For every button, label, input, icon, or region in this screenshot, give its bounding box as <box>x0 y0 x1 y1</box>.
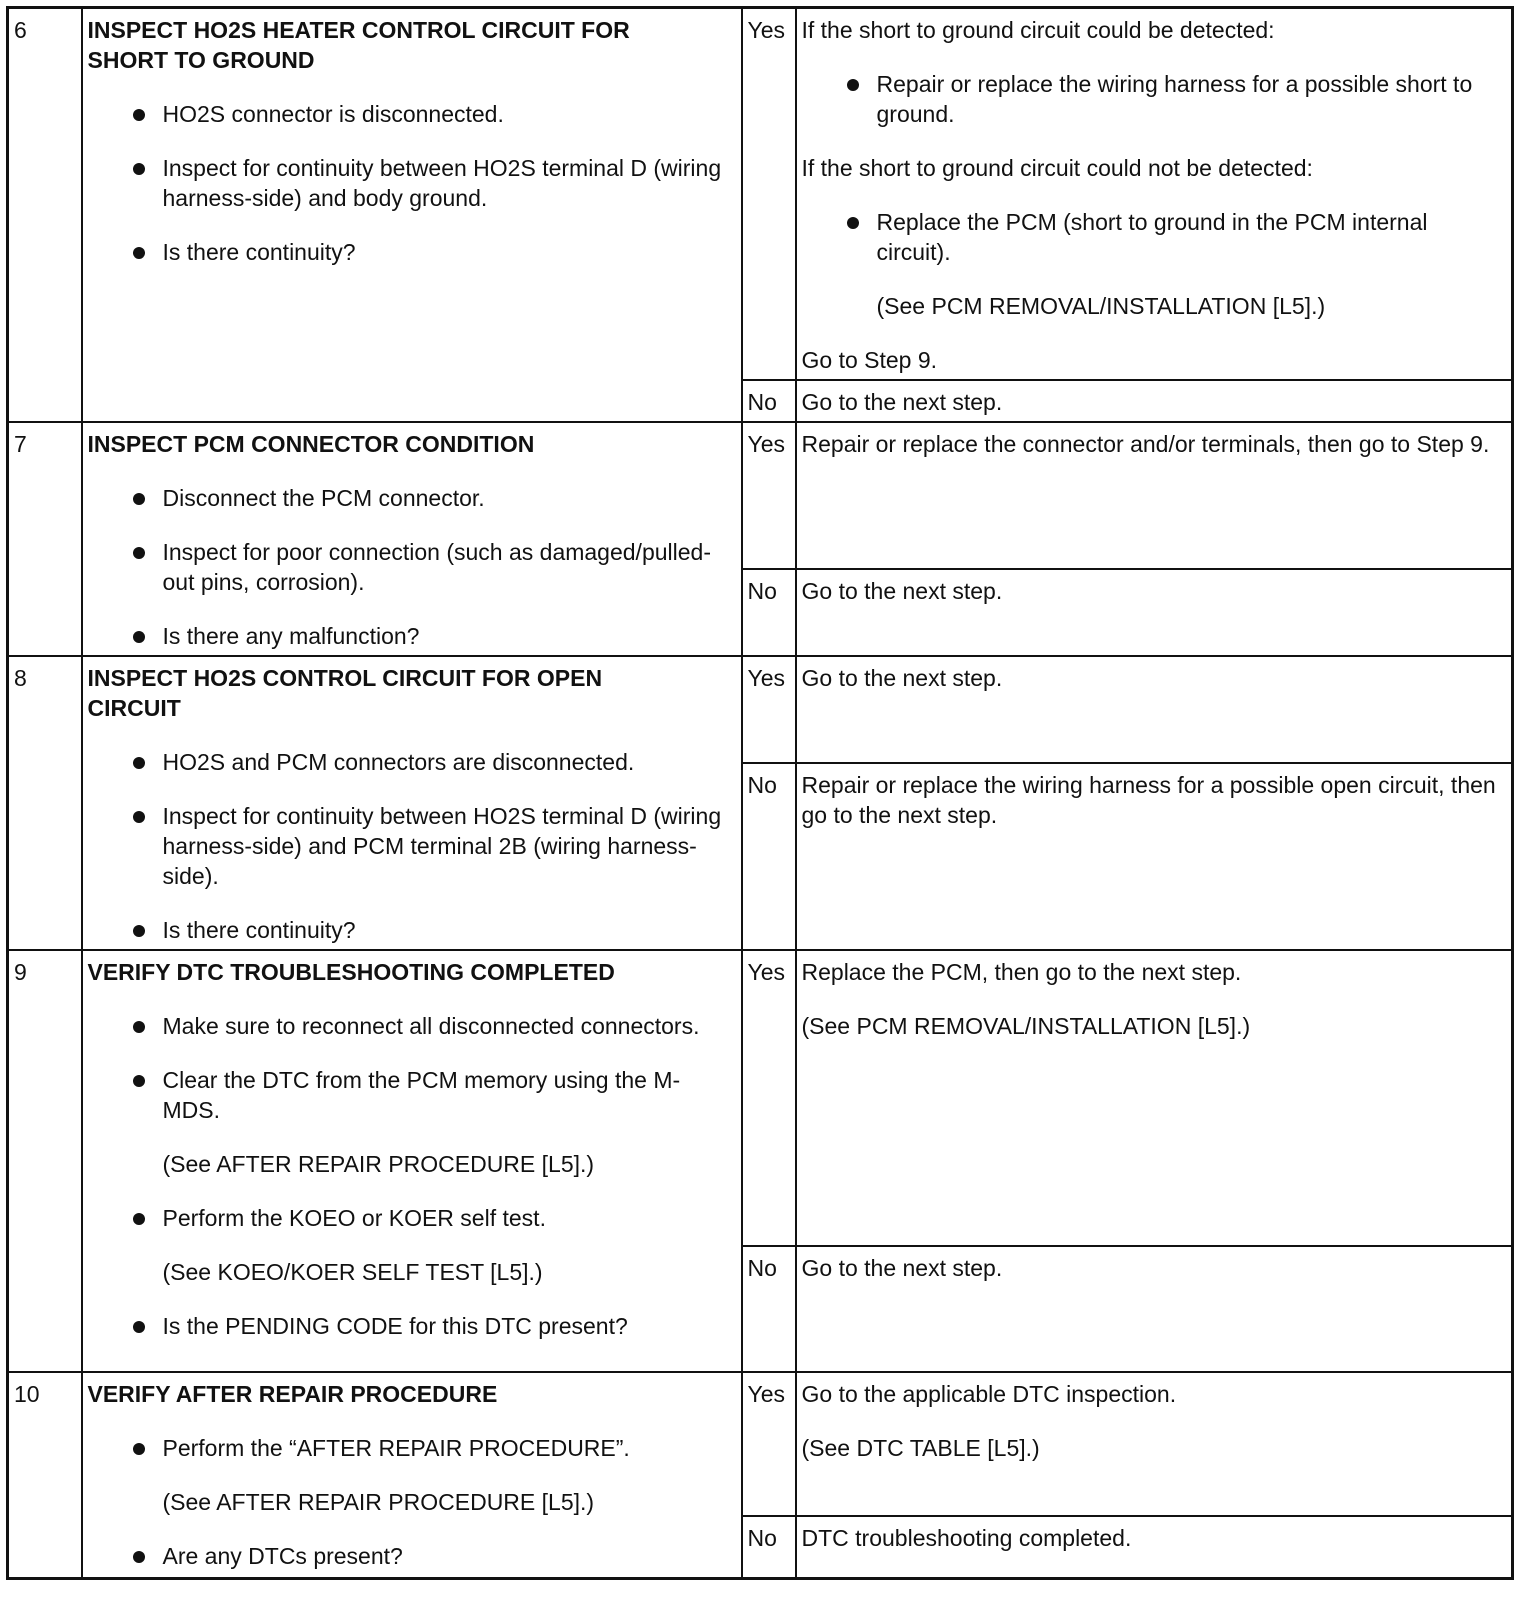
step-number: 8 <box>8 656 82 950</box>
inspection-cell <box>82 8 742 423</box>
troubleshooting-page <box>6 6 1514 1602</box>
list-item: Make sure to reconnect all disconnected connectors. <box>88 1011 736 1041</box>
table-row-step-7 <box>8 422 1513 569</box>
inspection-list <box>88 1203 736 1233</box>
list-item: Disconnect the PCM connector. <box>88 483 736 513</box>
inspection-list <box>88 483 736 651</box>
yes-action-cell: Repair or replace the connector and/or terminals, then go to Step 9. <box>796 422 1513 569</box>
list-item: Is there any malfunction? <box>88 621 736 651</box>
step-title-line-2: SHORT TO GROUND <box>87 47 315 73</box>
no-label: No <box>742 763 796 950</box>
yes-action-cell: Go to the next step. <box>796 656 1513 763</box>
inspection-cell <box>82 1372 742 1578</box>
no-action-cell: Repair or replace the wiring harness for a possible open circuit, then go to the next step. <box>796 763 1513 950</box>
action-text: Go to the applicable DTC inspection. <box>801 1381 1177 1407</box>
inspection-cell <box>82 656 742 950</box>
list-item: Is there continuity? <box>88 915 736 945</box>
list-item: Inspect for continuity between HO2S terminal D (wiring harness-side) and PCM terminal 2B (wiring harness-side). <box>88 801 736 891</box>
reference-link[interactable]: (See PCM REMOVAL/INSTALLATION [L5].) <box>801 1013 1251 1039</box>
step-title-line-1: INSPECT HO2S HEATER CONTROL CIRCUIT FOR <box>87 17 630 43</box>
no-label: No <box>742 569 796 656</box>
step-number: 10 <box>8 1372 82 1578</box>
yes-label: Yes <box>742 656 796 763</box>
no-action-cell: Go to the next step. <box>796 569 1513 656</box>
reference-link[interactable]: (See AFTER REPAIR PROCEDURE [L5].) <box>162 1151 595 1177</box>
list-item: Are any DTCs present? <box>88 1541 736 1571</box>
yes-label: Yes <box>742 422 796 569</box>
action-bullet: Replace the PCM (short to ground in the PCM internal circuit). <box>802 207 1507 267</box>
no-action-cell: Go to the next step. <box>796 1246 1513 1372</box>
diagnostic-table <box>6 6 1514 1580</box>
yes-label: Yes <box>742 950 796 1246</box>
table-row-step-9 <box>8 950 1513 1246</box>
table-row-step-10 <box>8 1372 1513 1516</box>
reference-link[interactable]: (See AFTER REPAIR PROCEDURE [L5].) <box>162 1489 595 1515</box>
action-text: If the short to ground circuit could be detected: <box>801 17 1275 43</box>
step-title: INSPECT PCM CONNECTOR CONDITION <box>87 431 535 457</box>
list-item: HO2S and PCM connectors are disconnected. <box>88 747 736 777</box>
yes-action-cell <box>796 1372 1513 1516</box>
list-item: HO2S connector is disconnected. <box>88 99 736 129</box>
list-item: Inspect for continuity between HO2S terminal D (wiring harness-side) and body ground. <box>88 153 736 213</box>
step-title <box>88 663 736 723</box>
step-number: 7 <box>8 422 82 656</box>
inspection-list <box>88 1311 736 1341</box>
step-number: 6 <box>8 8 82 423</box>
step-title-line-2: CIRCUIT <box>87 695 181 721</box>
table-row-step-6 <box>8 8 1513 381</box>
inspection-cell <box>82 950 742 1372</box>
yes-action-cell <box>796 8 1513 381</box>
list-item: Perform the KOEO or KOER self test. <box>88 1203 736 1233</box>
no-label: No <box>742 380 796 422</box>
reference-link[interactable]: (See DTC TABLE [L5].) <box>801 1435 1040 1461</box>
step-number: 9 <box>8 950 82 1372</box>
step-title: VERIFY DTC TROUBLESHOOTING COMPLETED <box>87 959 615 985</box>
list-item: Perform the “AFTER REPAIR PROCEDURE”. <box>88 1433 736 1463</box>
list-item: Is there continuity? <box>88 237 736 267</box>
no-action-cell: DTC troubleshooting completed. <box>796 1516 1513 1578</box>
inspection-list <box>88 99 736 267</box>
table-row-step-8 <box>8 656 1513 763</box>
list-item: Inspect for poor connection (such as damaged/pulled-out pins, corrosion). <box>88 537 736 597</box>
action-bullet: Repair or replace the wiring harness for a possible short to ground. <box>802 69 1507 129</box>
step-title: VERIFY AFTER REPAIR PROCEDURE <box>87 1381 498 1407</box>
action-text: Go to Step 9. <box>801 347 938 373</box>
no-label: No <box>742 1516 796 1578</box>
no-action-cell: Go to the next step. <box>796 380 1513 422</box>
yes-label: Yes <box>742 8 796 381</box>
inspection-cell <box>82 422 742 656</box>
inspection-list <box>88 747 736 945</box>
yes-label: Yes <box>742 1372 796 1516</box>
action-text: If the short to ground circuit could not be detected: <box>801 155 1313 181</box>
list-item: Clear the DTC from the PCM memory using the M-MDS. <box>88 1065 736 1125</box>
yes-action-cell <box>796 950 1513 1246</box>
step-title <box>88 15 736 75</box>
inspection-list <box>88 1011 736 1125</box>
step-title-line-1: INSPECT HO2S CONTROL CIRCUIT FOR OPEN <box>87 665 603 691</box>
reference-link[interactable]: (See KOEO/KOER SELF TEST [L5].) <box>162 1259 543 1285</box>
inspection-list <box>88 1433 736 1463</box>
no-label: No <box>742 1246 796 1372</box>
inspection-list <box>88 1541 736 1571</box>
list-item: Is the PENDING CODE for this DTC present? <box>88 1311 736 1341</box>
reference-link[interactable]: (See PCM REMOVAL/INSTALLATION [L5].) <box>876 293 1326 319</box>
action-text: Replace the PCM, then go to the next step. <box>801 959 1242 985</box>
